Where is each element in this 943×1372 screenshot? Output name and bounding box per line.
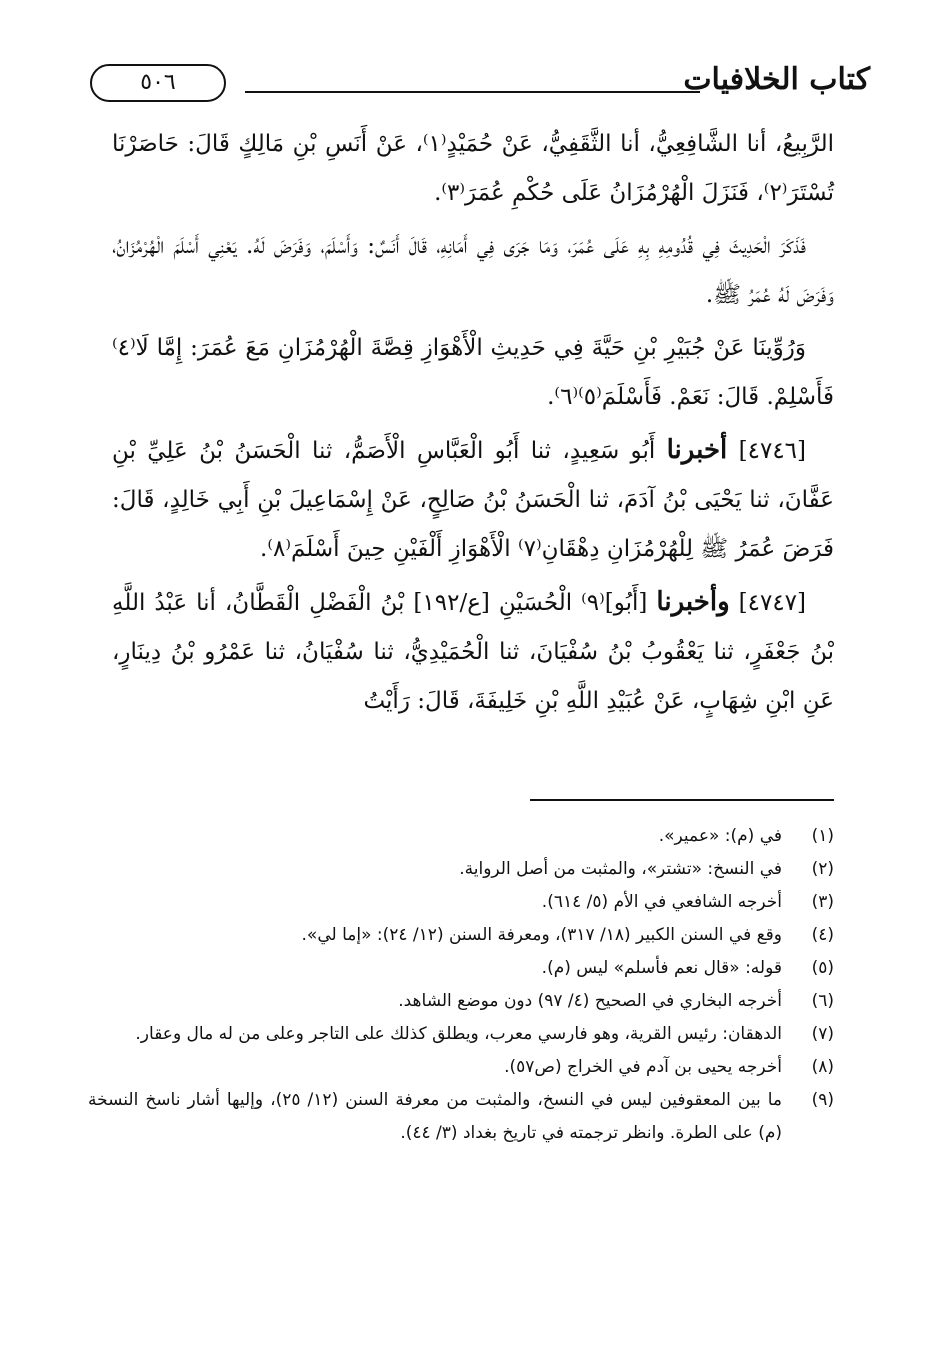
footnote-number: (٤) <box>811 925 834 945</box>
footnote <box>88 985 834 1018</box>
footnote <box>88 919 834 952</box>
hadith-paragraph <box>112 578 834 726</box>
footnote <box>88 1051 834 1084</box>
footnote-number: (٥) <box>811 958 834 978</box>
hadith-paragraph <box>112 426 834 574</box>
footnote-number: (١) <box>811 826 834 846</box>
footnote-text: أخرجه يحيى بن آدم في الخراج (ص٥٧). <box>504 1057 782 1077</box>
book-title: كتاب الخلافيات <box>683 62 870 97</box>
footnote-text: أخرجه البخاري في الصحيح (٤/ ٩٧) دون موضع الشاهد. <box>398 991 782 1011</box>
footnote-text: في (م): «عمير». <box>658 826 782 846</box>
header-rule <box>245 91 700 93</box>
footnote-number: (٦) <box>811 991 834 1011</box>
paragraph: الرَّبِيعُ، أنا الشَّافِعِيُّ، أنا الثَّقَفِيُّ، عَنْ حُمَيْدٍ⁽١⁾، عَنْ أَنَسِ بْنِ مَالِكٍ قَالَ: حَاصَرْنَا تُسْتَرَ⁽٢⁾، فَنَزَلَ الْهُرْمُزَانُ عَلَى حُكْمِ عُمَرَ⁽٣⁾. <box>112 131 834 206</box>
footnote-text: ما بين المعقوفين ليس في النسخ، والمثبت من معرفة السنن (١٢/ ٢٥)، وإليها أشار ناسخ النسخة (م) على الطرة. وانظر ترجمته في تاريخ بغداد (٣/ ٤٤). <box>88 1090 783 1143</box>
footnote <box>88 820 834 853</box>
main-text <box>112 120 834 730</box>
footnote <box>88 853 834 886</box>
hadith-text: أَبُو سَعِيدٍ، ثنا أَبُو الْعَبَّاسِ الْأَصَمُّ، ثنا الْحَسَنُ بْنُ عَلِيِّ بْنِ عَفَّانَ، ثنا يَحْيَى بْنُ آدَمَ، ثنا الْحَسَنُ بْنُ صَالِحٍ، عَنْ إِسْمَاعِيلَ بْنِ أَبِي خَالِدٍ، قَالَ: فَرَضَ عُمَرُ ﷺ لِلْهُرْمُزَانِ دِهْقَانِ⁽٧⁾ الْأَهْوَازِ أَلْفَيْنِ حِينَ أَسْلَمَ⁽٨⁾. <box>112 438 834 562</box>
paragraph: وَرُوِّينَا عَنْ جُبَيْرِ بْنِ حَيَّةَ فِي حَدِيثِ الْأَهْوَازِ قِصَّةَ الْهُرْمُزَانِ مَعَ عُمَرَ: إِمَّا لَا⁽٤⁾ فَأَسْلِمْ. قَالَ: نَعَمْ. فَأَسْلَمَ⁽٥⁾⁽٦⁾. <box>112 335 834 410</box>
footnote <box>88 1018 834 1051</box>
footnote-number: (٩) <box>811 1090 834 1110</box>
page-number: ٥٠٦ <box>90 64 226 102</box>
footnote-number: (٢) <box>811 859 834 879</box>
hadith-lead-word: أخبرنا <box>666 435 728 465</box>
footnote-text: أخرجه الشافعي في الأم (٥/ ٦١٤). <box>541 892 782 912</box>
hadith-text: [أَبُو]⁽٩⁾ الْحُسَيْنِ [ع/١٩٢] بْنُ الْفَضْلِ الْقَطَّانُ، أنا عَبْدُ اللَّهِ بْنُ جَعْفَرٍ، ثنا يَعْقُوبُ بْنُ سُفْيَانَ، ثنا الْحُمَيْدِيُّ، ثنا سُفْيَانُ، ثنا عَمْرُو بْنُ دِينَارٍ، عَنِ ابْنِ شِهَابٍ، عَنْ عُبَيْدِ اللَّهِ بْنِ خَلِيفَةَ، قَالَ: رَأَيْتُ <box>112 590 834 714</box>
page-header <box>90 58 870 110</box>
hadith-number: [٤٧٤٧] <box>738 590 807 616</box>
footnote-separator <box>530 799 834 801</box>
footnote-text: في النسخ: «تشتر»، والمثبت من أصل الرواية. <box>459 859 782 879</box>
footnote-text: الدهقان: رئيس القرية، وهو فارسي معرب، ويطلق كذلك على التاجر وعلى من له مال وعقار. <box>135 1024 782 1044</box>
footnote-text: وقع في السنن الكبير (١٨/ ٣١٧)، ومعرفة السنن (١٢/ ٢٤): «إما لي». <box>301 925 782 945</box>
footnote <box>88 1084 834 1150</box>
hadith-lead-word: وأخبرنا <box>656 587 730 617</box>
footnote <box>88 886 834 919</box>
footnote-number: (٧) <box>811 1024 834 1044</box>
footnote-number: (٣) <box>811 892 834 912</box>
footnote-text: قوله: «قال نعم فأسلم» ليس (م). <box>541 958 782 978</box>
hadith-number: [٤٧٤٦] <box>738 438 807 464</box>
footnotes <box>88 820 834 1150</box>
footnote <box>88 952 834 985</box>
paragraph: فَذَكَرَ الْحَدِيثَ فِي قُدُومِهِ بِهِ عَلَى عُمَرَ، وَمَا جَرَى فِي أَمَانِهِ، قَالَ أَنَسٌ: وَأَسْلَمَ، وَفَرَضَ لَهُ. يَعْنِي أَسْلَمَ الْهُرْمُزَانُ، وَفَرَضَ لَهُ عُمَرُ ﷺ. <box>112 233 834 308</box>
footnote-number: (٨) <box>811 1057 834 1077</box>
